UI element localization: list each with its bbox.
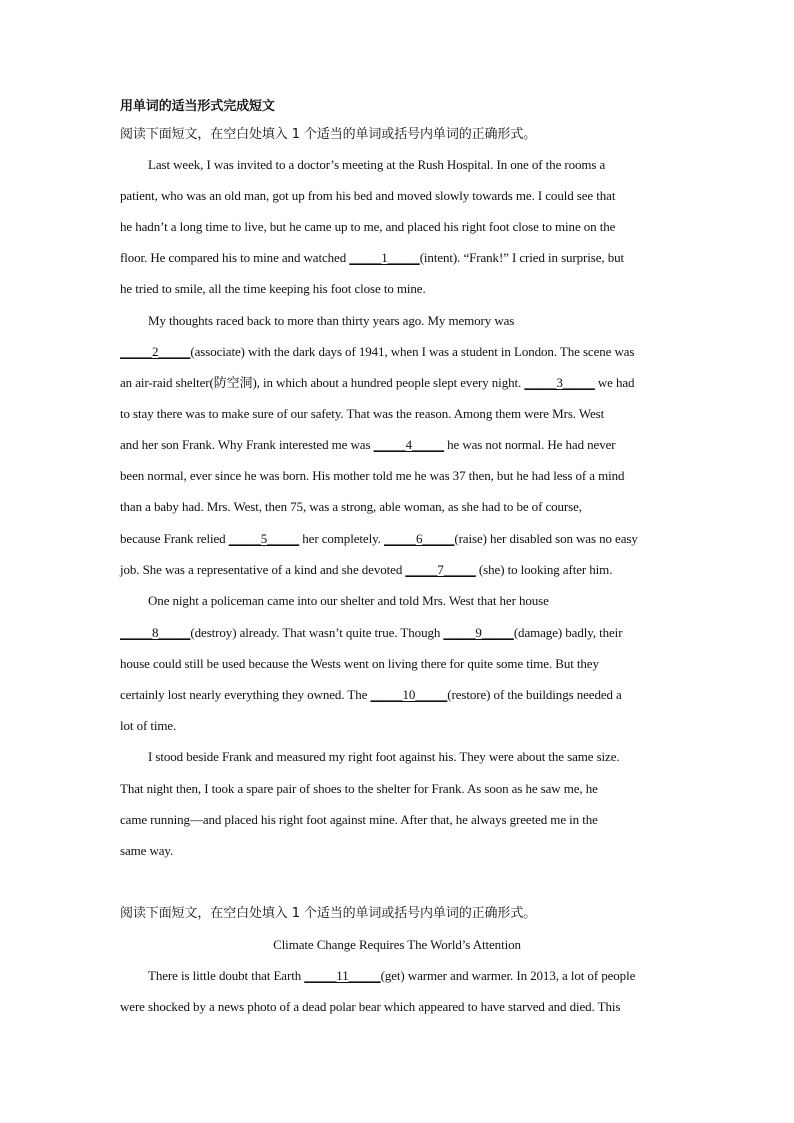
p2-line-1: My thoughts raced back to more than thirty years ago. My memory was [148, 313, 515, 328]
p4-line-3: came running—and placed his right foot against mine. After that, he always greeted me in the [120, 812, 598, 827]
blank-9: _____9_____ [443, 625, 514, 640]
p2-line-5 [120, 436, 680, 454]
text: (destroy) already. That wasn’t quite true. Though [190, 625, 444, 640]
blank-6: _____6_____ [383, 531, 455, 546]
p5-line-2: were shocked by a news photo of a dead polar bear which appeared to have starved and died. This [120, 999, 621, 1014]
p2-line-9 [120, 561, 680, 579]
blank-11: _____11_____ [304, 968, 381, 983]
text: (she) to looking after him. [475, 562, 613, 577]
p1-line-1: Last week, I was invited to a doctor’s meeting at the Rush Hospital. In one of the rooms a [148, 157, 606, 172]
p3-line-5: lot of time. [120, 718, 177, 733]
instruction-2: 阅读下面短文，在空白处填入 1 个适当的单词或括号内单词的正确形式。 [120, 906, 537, 921]
text: There is little doubt that Earth [148, 968, 305, 983]
blank-10: _____10_____ [370, 687, 448, 702]
text: because Frank relied [120, 531, 229, 546]
p3-line-4 [120, 686, 680, 704]
p2-line-8 [120, 530, 680, 548]
text: (raise) her disabled son was no easy [454, 531, 638, 546]
p3-line-1: One night a policeman came into our shelter and told Mrs. West that her house [148, 593, 549, 608]
p1-line-5: he tried to smile, all the time keeping his foot close to mine. [120, 281, 426, 296]
p1-line-2: patient, who was an old man, got up from his bed and moved slowly towards me. I could see that [120, 188, 616, 203]
text: (get) warmer and warmer. In 2013, a lot of people [380, 968, 636, 983]
p4-line-1: I stood beside Frank and measured my right foot against his. They were about the same size. [148, 749, 620, 764]
text: an air-raid shelter(防空洞), in which about a hundred people slept every night. [120, 375, 525, 390]
text: (damage) badly, their [513, 625, 623, 640]
p2-line-2 [120, 343, 680, 361]
text: and her son Frank. Why Frank interested me was [120, 437, 374, 452]
p5-line-1 [148, 967, 680, 985]
blank-5: _____5_____ [228, 531, 300, 546]
passage-2-title: Climate Change Requires The World’s Attention [273, 937, 521, 952]
p4-line-2: That night then, I took a spare pair of shoes to the shelter for Frank. As soon as he saw me, he [120, 781, 598, 796]
instruction-1: 阅读下面短文，在空白处填入 1 个适当的单词或括号内单词的正确形式。 [120, 127, 537, 142]
text: her completely. [299, 531, 384, 546]
p4-line-4: same way. [120, 843, 174, 858]
blank-3: _____3_____ [524, 375, 595, 390]
blank-8: _____8_____ [120, 625, 191, 640]
p2-line-7: than a baby had. Mrs. West, then 75, was a strong, able woman, as she had to be of course, [120, 499, 582, 514]
text: certainly lost nearly everything they owned. The [120, 687, 371, 702]
blank-4: _____4_____ [373, 437, 444, 452]
text: he was not normal. He had never [443, 437, 616, 452]
p2-line-6: been normal, ever since he was born. His mother told me he was 37 then, but he had less of a mind [120, 468, 625, 483]
p3-line-3: house could still be used because the Wests went on living there for quite some time. But they [120, 656, 599, 671]
text: we had [594, 375, 635, 390]
text: (intent). “Frank!” I cried in surprise, but [419, 250, 625, 265]
text: job. She was a representative of a kind and she devoted [120, 562, 406, 577]
text: floor. He compared his to mine and watched [120, 250, 350, 265]
text: (restore) of the buildings needed a [447, 687, 622, 702]
p1-line-3: he hadn’t a long time to live, but he came up to me, and placed his right foot close to mine on the [120, 219, 616, 234]
p3-line-2 [120, 624, 680, 642]
blank-7: _____7_____ [405, 562, 476, 577]
p1-line-4 [120, 249, 680, 267]
blank-1: _____1_____ [349, 250, 420, 265]
blank-2: _____2_____ [120, 344, 191, 359]
p2-line-3 [120, 374, 680, 392]
p2-line-4: to stay there was to make sure of our safety. That was the reason. Among them were Mrs. West [120, 406, 605, 421]
text: (associate) with the dark days of 1941, when I was a student in London. The scene was [190, 344, 635, 359]
section-heading: 用单词的适当形式完成短文 [120, 99, 275, 114]
